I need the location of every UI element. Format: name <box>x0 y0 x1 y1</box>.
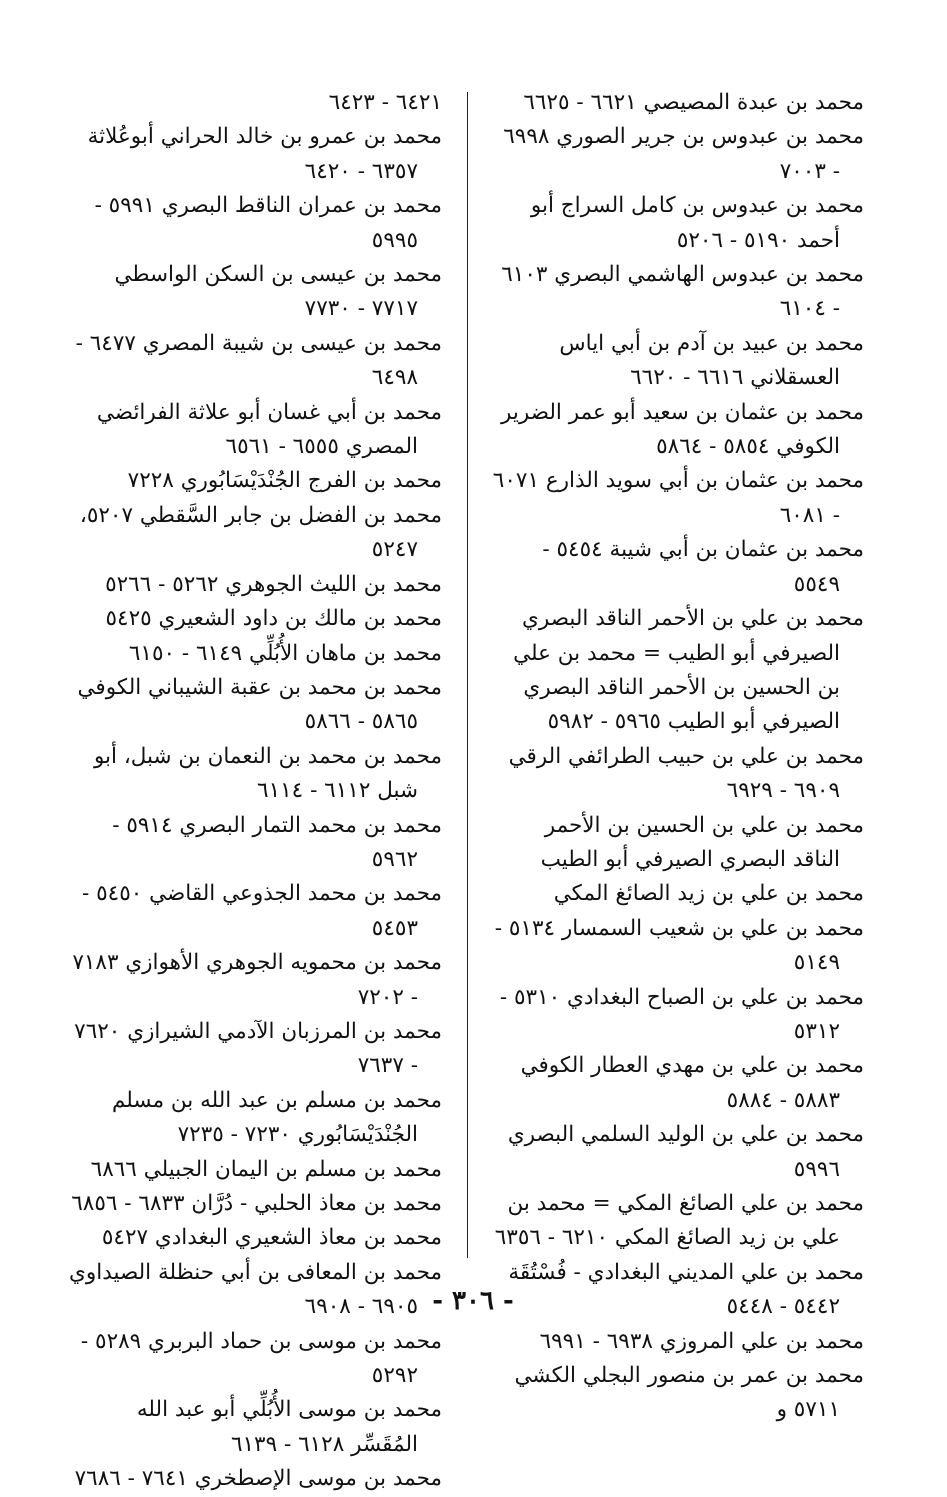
index-entry: محمد بن عبدوس بن جرير الصوري ٦٩٩٨ - ٧٠٠٣ <box>503 124 864 184</box>
index-entry: محمد بن علي بن الوليد السلمي البصري ٥٩٩٦ <box>507 1122 864 1182</box>
index-entry: محمد بن موسى الإصطخري ٧٦٤١ - ٧٦٨٦ <box>74 1466 442 1492</box>
index-entry: محمد بن أبي غسان أبو علاثة الفرائضي المصري ٦٥٥٥ - ٦٥٦١ <box>96 399 442 460</box>
index-entry: محمد بن مالك بن داود الشعيري ٥٤٢٥ <box>105 606 442 632</box>
index-entry: محمد بن علي بن الصباح البغدادي ٥٣١٠ - ٥٣١٢ <box>499 984 864 1044</box>
index-entry: ٦٤٢١ - ٦٤٢٣ <box>328 90 442 115</box>
index-entry: محمد بن المرزبان الآدمي الشيرازي ٧٦٢٠ - ٧٦٣٧ <box>74 1018 442 1079</box>
index-entry: محمد بن الفضل بن جابر السَّقطي ٥٢٠٧، ٥٢٤٧ <box>79 502 442 563</box>
index-entry: محمد بن عثمان بن سعيد أبو عمر الضرير الكوفي ٥٨٥٤ - ٥٨٦٤ <box>501 399 864 460</box>
index-entry: محمد بن علي الصائغ المكي = محمد بن علي بن زيد الصائغ المكي ٦٢١٠ - ٦٣٥٦ <box>494 1191 864 1251</box>
index-entry: محمد بن عثمان بن أبي شيبة ٥٤٥٤ - ٥٥٤٩ <box>542 537 864 597</box>
index-entry: محمد بن عمر بن منصور البجلي الكشي ٥٧١١ و <box>514 1363 864 1423</box>
index-entry: محمد بن عمران الناقط البصري ٥٩٩١ - ٥٩٩٥ <box>94 193 442 253</box>
index-entry: محمد بن عيسى بن شيبة المصري ٦٤٧٧ - ٦٤٩٨ <box>75 330 442 391</box>
index-entry: محمد بن مسلم بن اليمان الجبيلي ٦٨٦٦ <box>90 1156 442 1182</box>
index-entry: محمد بن محمد الجذوعي القاضي ٥٤٥٠ - ٥٤٥٣ <box>81 881 442 941</box>
index-entry: محمد بن علي بن مهدي العطار الكوفي ٥٨٨٣ - ٥٨٨٤ <box>520 1053 864 1113</box>
index-entry: محمد بن عمرو بن خالد الحراني أبوعُلاثة ٦٣٥٧ - ٦٤٢٠ <box>87 124 442 184</box>
index-entry: محمد بن مسلم بن عبد الله بن مسلم الجُنْدَيْسَابُوري ٧٢٣٠ - ٧٢٣٥ <box>111 1087 442 1148</box>
index-entry: محمد بن معاذ الحلبي - دُرَّان ٦٨٣٣ - ٦٨٥٦ <box>71 1191 442 1216</box>
index-entry: محمد بن علي بن الأحمر الناقد البصري الصيرفي أبو الطيب = محمد بن علي بن الحسين بن الأحمر الناقد البصري الصيرفي أبو الطيب ٥٩٦٥ - ٥٩٨٢ <box>513 606 864 735</box>
index-entry: محمد بن محمد بن النعمان بن شبل، أبو شبل ٦١١٢ - ٦١١٤ <box>93 743 442 804</box>
index-entry: محمد بن موسى الأُبُلِّي أبو عبد الله المُقَسِّر ٦١٢٨ - ٦١٣٩ <box>136 1397 442 1457</box>
index-entry: محمد بن عيسى بن السكن الواسطي ٧٧١٧ - ٧٧٣٠ <box>114 262 442 322</box>
index-entry: محمد بن عبدة المصيصي ٦٦٢١ - ٦٦٢٥ <box>523 90 864 115</box>
index-entry: محمد بن موسى بن حماد البربري ٥٢٨٩ - ٥٢٩٢ <box>80 1328 442 1389</box>
index-entry: محمد بن محمد التمار البصري ٥٩١٤ - ٥٩٦٢ <box>112 812 442 872</box>
index-entry: محمد بن علي بن زيد الصائغ المكي <box>553 881 864 907</box>
index-entry: محمد بن عثمان بن أبي سويد الذارع ٦٠٧١ - ٦٠٨١ <box>492 468 864 528</box>
index-entry: محمد بن المعافى بن أبي حنظلة الصيداوي ٦٩٠٥ - ٦٩٠٨ <box>69 1259 442 1320</box>
page-number: - ٣٠٦ - <box>432 1286 514 1316</box>
index-entry: محمد بن محمد بن عقبة الشيباني الكوفي ٥٨٦٥ - ٥٨٦٦ <box>77 674 442 735</box>
index-entry: محمد بن عبدوس بن كامل السراج أبو أحمد ٥١٩٠ - ٥٢٠٦ <box>530 193 864 253</box>
index-entry: محمد بن محمويه الجوهري الأهوازي ٧١٨٣ - ٧٢٠٢ <box>72 950 442 1010</box>
index-entry: محمد بن علي المروزي ٦٩٣٨ - ٦٩٩١ <box>539 1328 864 1354</box>
column-divider <box>467 92 468 1258</box>
index-entry: محمد بن علي بن شعيب السمسار ٥١٣٤ - ٥١٤٩ <box>494 915 864 976</box>
index-entry: محمد بن معاذ الشعيري البغدادي ٥٤٢٧ <box>101 1225 442 1251</box>
index-entry: محمد بن علي بن الحسين بن الأحمر الناقد البصري الصيرفي أبو الطيب <box>540 812 864 872</box>
index-entry: محمد بن عبيد بن آدم بن أبي اياس العسقلاني ٦٦١٦ - ٦٦٢٠ <box>559 330 864 391</box>
index-entry: محمد بن الفرج الجُنْدَيْسَابُوري ٧٢٢٨ <box>127 468 442 494</box>
index-entry: محمد بن ماهان الأُبُلِّي ٦١٤٩ - ٦١٥٠ <box>128 640 442 666</box>
index-entry: محمد بن علي المديني البغدادي - فُسْتُقَة ٥٤٤٢ - ٥٤٤٨ <box>508 1259 864 1320</box>
right-column <box>492 86 864 1428</box>
index-entry: محمد بن الليث الجوهري ٥٢٦٢ - ٥٢٦٦ <box>105 571 442 597</box>
index-entry: محمد بن عبدوس الهاشمي البصري ٦١٠٣ - ٦١٠٤ <box>501 262 864 322</box>
index-entry: محمد بن علي بن حبيب الطرائفي الرقي ٦٩٠٩ - ٦٩٢٩ <box>508 743 864 804</box>
